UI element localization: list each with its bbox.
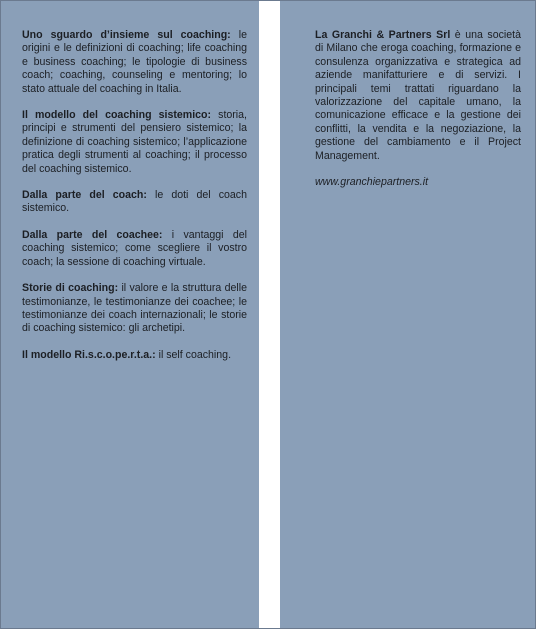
section-systemic-model — [22, 109, 247, 176]
section-text: il valore e la struttura delle testimonianze, le testimonianze dei coachee; le testimonianze dei coach internazionali; le storie di coaching sistemico: gli archetipi. — [22, 282, 247, 335]
section-coach-side — [22, 189, 247, 216]
publisher-panel — [280, 1, 535, 628]
section-coaching-stories — [22, 282, 247, 336]
company-name: La Granchi & Partners Srl — [315, 29, 451, 41]
center-gutter — [259, 1, 280, 628]
section-text: le origini e le definizioni di coaching; life coaching e business coaching; le tipologie di business coach; coaching, counseling e mentoring; lo stato attuale del coaching in Italia. — [22, 29, 247, 95]
website-link[interactable]: www.granchiepartners.it — [315, 176, 429, 189]
section-overview — [22, 29, 247, 96]
company-text: è una società di Milano che eroga coaching, formazione e consulenza organizzativa e strategica ad aziende manifatturiere e di servizi. I principali temi trattati riguardano la valorizzazione del capitale umano, la comunicazione efficace e la gestione dei conflitti, la vendita e la negoziazione, la gestione del cambiamento e il Project Management. — [315, 29, 521, 162]
section-heading: Uno sguardo d’insieme sul coaching: — [22, 29, 231, 41]
section-heading: Dalla parte del coach: — [22, 189, 147, 202]
section-coachee-side — [22, 229, 247, 269]
section-heading: Storie di coaching: — [22, 282, 119, 295]
section-heading: Il modello del coaching sistemico: — [22, 109, 212, 122]
section-text: il self coaching. — [155, 348, 232, 361]
section-text: storia, principi e strumenti del pensiero sistemico; la definizione di coaching sistemico; l’applicazione pratica degli strumenti al coaching; il processo del coaching sistemico. — [22, 109, 247, 175]
contents-panel — [1, 1, 259, 628]
section-text: le doti del coach sistemico. — [22, 189, 247, 215]
section-text: i vantaggi del coaching sistemico; come scegliere il vostro coach; la sessione di coaching virtuale. — [22, 228, 248, 268]
section-heading: Dalla parte del coachee: — [22, 228, 163, 241]
company-description — [315, 29, 521, 163]
section-heading: Il modello Ri.s.c.o.pe.r.t.a.: — [22, 348, 156, 361]
section-riscoperta-model — [22, 349, 247, 362]
